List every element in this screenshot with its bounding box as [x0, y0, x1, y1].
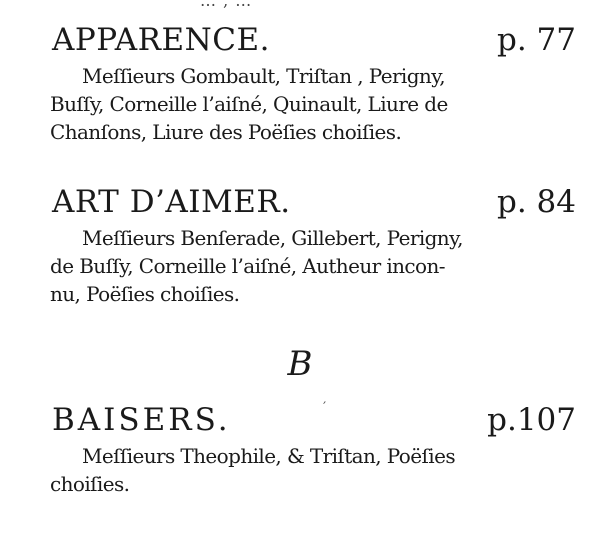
entry-body-line: Buſſy, Corneille l’aiſné, Quinault, Liure de [50, 92, 448, 116]
entry-heading [50, 398, 580, 442]
entry-page-ref: p. 77 [497, 22, 576, 58]
entry-body-line: Meſſieurs Theophile, & Triſtan, Poëſies [82, 444, 455, 468]
entry-body-line: de Buſſy, Corneille l’aiſné, Autheur incon- [50, 254, 445, 278]
section-letter-heading: B [287, 344, 313, 384]
entry-title: BAISERS. [52, 402, 231, 438]
entry-page-ref: p.107 [487, 402, 576, 438]
entry-heading [50, 18, 580, 62]
entry-body-line: Meſſieurs Benſerade, Gillebert, Perigny, [82, 226, 463, 250]
index-entry-apparence [50, 18, 580, 146]
entry-title: ART D’AIMER. [52, 184, 291, 220]
entry-title: APPARENCE. [52, 22, 270, 58]
entry-page-ref: p. 84 [497, 184, 576, 220]
entry-body-line: nu, Poëſies choiſies. [50, 282, 240, 306]
index-entry-baisers [50, 398, 580, 498]
entry-body-line: choiſies. [50, 472, 130, 496]
entry-heading [50, 180, 580, 224]
cropped-previous-line: … , … [200, 0, 253, 10]
ink-mark: ′ [323, 400, 327, 416]
entry-body-line: Chanſons, Liure des Poëſies choiſies. [50, 120, 402, 144]
index-entry-art-daimer [50, 180, 580, 308]
entry-body-line: Meſſieurs Gombault, Triſtan , Perigny, [82, 64, 446, 88]
